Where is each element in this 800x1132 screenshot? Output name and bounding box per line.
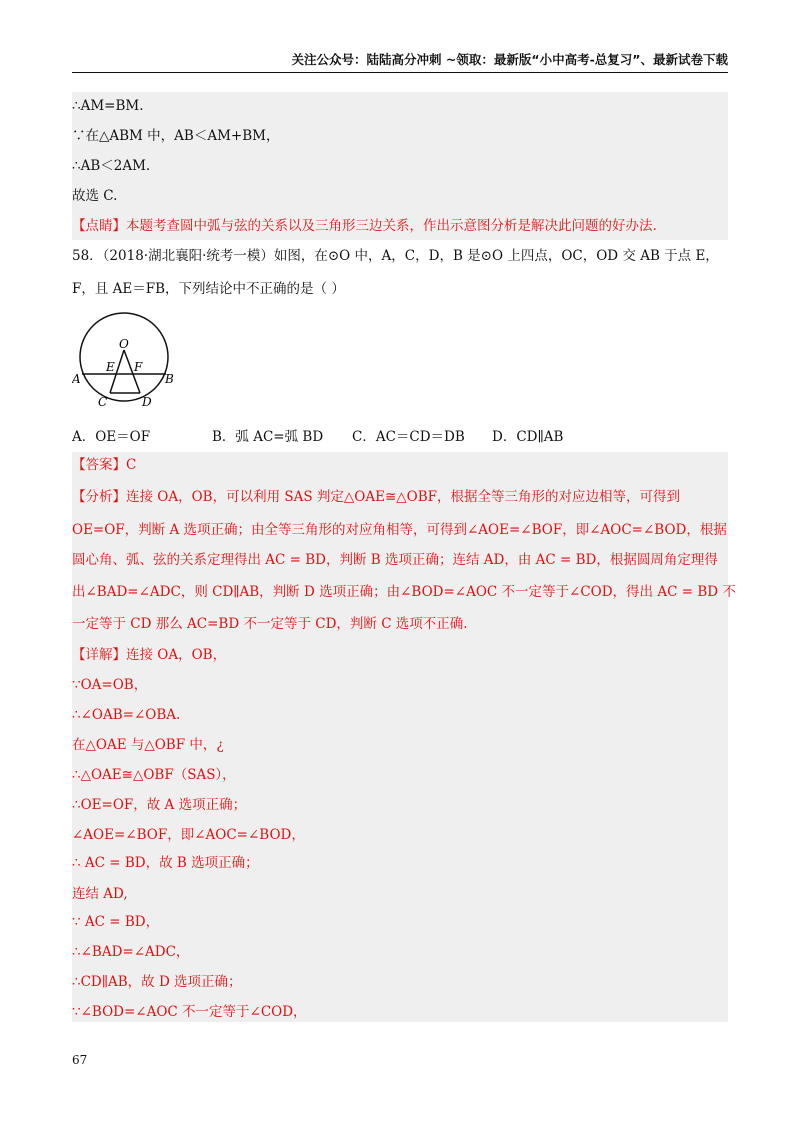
label-o: O xyxy=(119,337,129,351)
prev-line-2: ∵在△ABM 中，AB＜AM+BM， xyxy=(72,128,280,144)
option-c: C．AC＝CD＝DB xyxy=(352,429,465,445)
prev-line-3: ∴AB＜2AM. xyxy=(72,158,151,174)
option-a: A．OE＝OF xyxy=(72,429,151,445)
option-b: B．弧 AC=弧 BD xyxy=(212,429,324,445)
detail-line-12: ∴CD∥AB，故 D 选项正确； xyxy=(72,974,242,990)
page-header: 关注公众号：陆陆高分冲刺 ~领取：最新版“小中高考-总复习”、最新试卷下载 xyxy=(291,52,728,67)
prev-key-point: 【点睛】本题考查圆中弧与弦的关系以及三角形三边关系，作出示意图分析是解决此问题的好办法. xyxy=(72,218,657,234)
label-a: A xyxy=(72,372,81,386)
header-rule xyxy=(72,72,728,73)
label-e: E xyxy=(106,360,115,374)
prev-line-4: 故选 C. xyxy=(72,188,118,204)
answer-line: 【答案】C xyxy=(72,457,137,473)
analysis-line-2: OE=OF，判断 A 选项正确；由全等三角形的对应角相等，可得到∠AOE=∠BOF，即∠AOC=∠BOD，根据 xyxy=(72,522,727,538)
circle-o xyxy=(80,313,168,401)
analysis-line-4: 出∠BAD=∠ADC，则 CD∥AB，判断 D 选项正确；由∠BOD=∠AOC 不一定等于∠COD，得出 AC = BD 不 xyxy=(72,584,736,600)
label-b: B xyxy=(165,372,174,386)
analysis-line-3: 圆心角、弧、弦的关系定理得出 AC = BD，判断 B 选项正确；连结 AD，由 AC = BD，根据圆周角定理得 xyxy=(72,552,718,568)
detail-line-6: ∴OE=OF，故 A 选项正确； xyxy=(72,797,247,813)
detail-line-11: ∴∠BAD=∠ADC， xyxy=(72,944,190,960)
option-d: D．CD∥AB xyxy=(492,429,564,445)
prev-line-1: ∴AM=BM. xyxy=(72,98,144,114)
detail-line-13: ∵∠BOD=∠AOC 不一定等于∠COD， xyxy=(72,1004,307,1020)
question-line-1: 58．（2018·湖北襄阳·统考一模）如图，在⊙O 中，A，C，D，B 是⊙O 上四点，OC，OD 交 AB 于点 E， xyxy=(72,248,719,264)
detail-line-8: ∴ AC = BD，故 B 选项正确； xyxy=(72,855,259,871)
detail-line-5: ∴△OAE≅△OBF（SAS）， xyxy=(72,767,236,783)
detail-line-2: ∵OA=OB， xyxy=(72,677,148,693)
circle-figure xyxy=(72,310,182,410)
detail-line-7: ∠AOE=∠BOF，即∠AOC=∠BOD， xyxy=(72,827,305,843)
detail-line-1: 【详解】连接 OA，OB， xyxy=(72,647,227,663)
detail-line-4: 在△OAE 与△OBF 中，¿ xyxy=(72,737,224,753)
page-number: 67 xyxy=(72,1053,88,1067)
label-c: C xyxy=(98,395,108,409)
detail-line-3: ∴∠OAB=∠OBA. xyxy=(72,707,181,723)
question-line-2: F，且 AE＝FB，下列结论中不正确的是（ ） xyxy=(72,281,345,297)
label-f: F xyxy=(134,360,143,374)
analysis-line-5: 一定等于 CD 那么 AC=BD 不一定等于 CD，判断 C 选项不正确. xyxy=(72,616,468,632)
analysis-line-1: 【分析】连接 OA，OB，可以利用 SAS 判定△OAE≅△OBF，根据全等三角形的对应边相等，可得到 xyxy=(72,489,681,505)
label-d: D xyxy=(142,395,152,409)
detail-line-9: 连结 AD, xyxy=(72,886,128,902)
detail-line-10: ∵ AC = BD， xyxy=(72,914,160,930)
